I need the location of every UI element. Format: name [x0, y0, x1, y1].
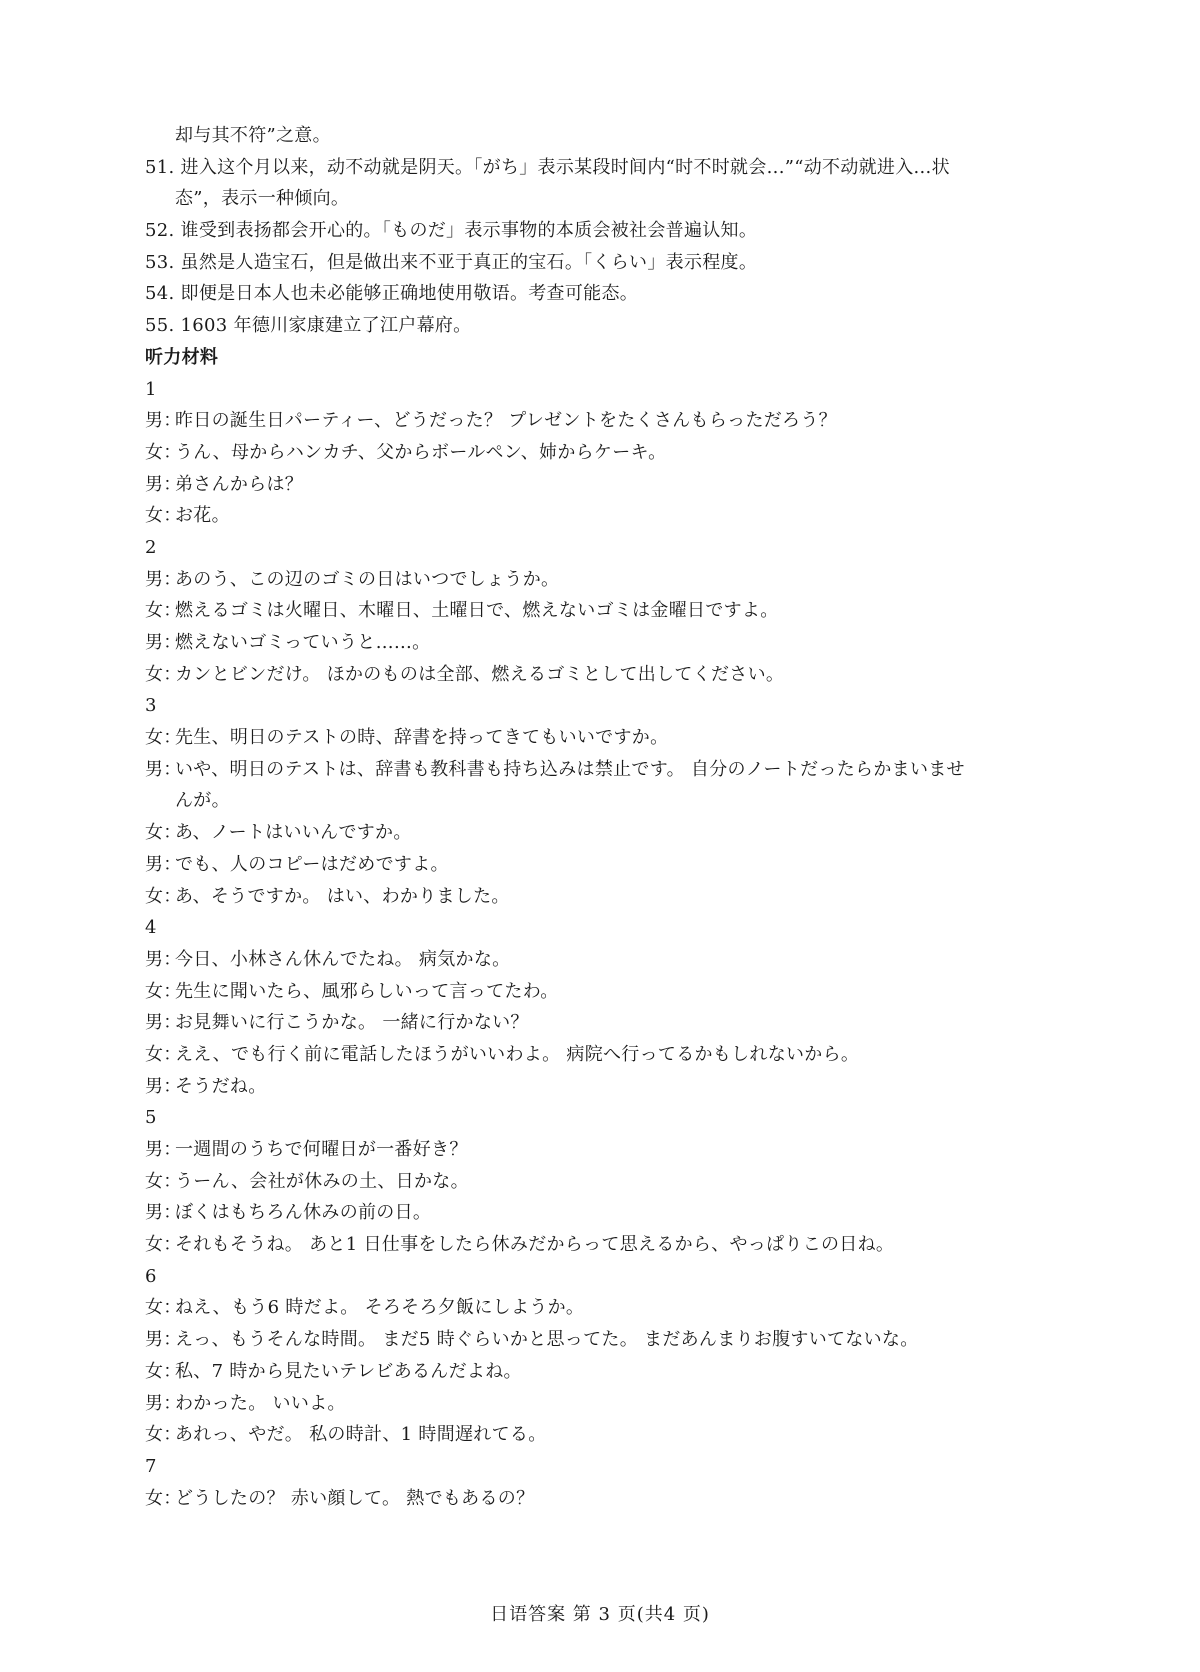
dialogue-number: 4 [145, 917, 157, 939]
dialogue-line [145, 1039, 1065, 1071]
section-title: 听力材料 [145, 346, 219, 368]
dialogue-line [145, 1197, 1065, 1229]
utterance: あ、ノートはいいんですか。 [175, 822, 412, 844]
speaker: 女： [145, 663, 182, 685]
utterance: 一週間のうちで何曜日が一番好き？ [175, 1139, 468, 1160]
dialogue-line [145, 1419, 1065, 1451]
speaker: 男： [145, 473, 182, 495]
speaker: 男： [145, 853, 182, 875]
dialogue-line [145, 754, 1065, 786]
utterance: えっ、もうそんな時間。 まだ5 時ぐらいかと思ってた。 まだあんまりお腹すいてないな。 [175, 1329, 919, 1351]
dialogue-number: 1 [145, 378, 157, 400]
dialogue-line [145, 1388, 1065, 1420]
speaker: 女： [145, 980, 182, 1002]
text-line: 却与其不符”之意。 [175, 125, 331, 146]
dialogue-line [145, 469, 1065, 501]
dialogue-line [145, 1071, 1065, 1103]
speaker: 女： [145, 1234, 182, 1256]
dialogue-line [145, 944, 1065, 976]
speaker: 女： [145, 822, 182, 844]
speaker: 女： [145, 1170, 182, 1192]
speaker: 女： [145, 1424, 182, 1446]
dialogue-number: 5 [145, 1107, 157, 1129]
dialogue-line [145, 817, 1065, 849]
utterance: いや、明日のテストは、辞書も教科書も持ち込みは禁止です。 自分のノートだったらかまいませ [175, 758, 965, 780]
speaker: 女： [145, 505, 182, 527]
utterance: ねえ、もう6 時だよ。 そろそろ夕飯にしようか。 [175, 1297, 585, 1319]
utterance: それもそうね。 あと1 日仕事をしたら休みだからって思えるから、やっぱりこの日ね。 [175, 1234, 895, 1256]
dialogue-number: 6 [145, 1265, 157, 1287]
utterance: 昨日の誕生日パーティー、どうだった？ プレゼントをたくさんもらっただろう？ [175, 410, 837, 432]
answer-53: 53. 虽然是人造宝石，但是做出来不亚于真正的宝石。「くらい」表示程度。 [145, 251, 758, 273]
utterance: お見舞いに行こうかな。 一緒に行かない？ [175, 1012, 529, 1034]
document-body [145, 120, 1065, 1620]
dialogue-line [145, 1292, 1065, 1324]
speaker: 男： [145, 1012, 182, 1034]
utterance-continuation: んが。 [175, 790, 230, 812]
speaker: 男： [145, 568, 182, 590]
answer-55: 55. 1603 年德川家康建立了江户幕府。 [145, 315, 472, 337]
speaker: 男： [145, 1329, 182, 1351]
utterance: カンとビンだけ。 ほかのものは全部、燃えるゴミとして出してください。 [175, 663, 785, 685]
speaker: 男： [145, 1139, 182, 1160]
dialogue-line [145, 881, 1065, 913]
utterance: どうしたの？ 赤い顔して。 熱でもあるの？ [175, 1487, 535, 1509]
dialogue-line [145, 849, 1065, 881]
utterance: 先生、明日のテストの時、辞書を持ってきてもいいですか。 [175, 727, 669, 749]
speaker: 男： [145, 1075, 182, 1097]
utterance: 弟さんからは？ [175, 473, 304, 495]
dialogue-line [145, 1483, 1065, 1515]
page-footer: 日语答案 第 3 页(共4 页) [490, 1604, 710, 1625]
speaker: 女： [145, 600, 182, 622]
answer-52: 52. 谁受到表扬都会开心的。「ものだ」表示事物的本质会被社会普遍认知。 [145, 220, 758, 242]
utterance: うーん、会社が休みの土、日かな。 [175, 1170, 469, 1192]
dialogue-line [145, 659, 1065, 691]
dialogue-line [145, 1166, 1065, 1198]
dialogue-line [145, 1134, 1065, 1166]
dialogue-line [145, 564, 1065, 596]
dialogue-line [145, 595, 1065, 627]
utterance: あのう、この辺のゴミの日はいつでしょうか。 [175, 568, 560, 590]
dialogue-number: 2 [145, 536, 157, 558]
answer-54: 54. 即便是日本人也未必能够正确地使用敬语。考查可能态。 [145, 283, 639, 305]
dialogue-line [145, 627, 1065, 659]
utterance: 燃えないゴミっていうと……。 [175, 632, 431, 653]
speaker: 女： [145, 1297, 182, 1319]
utterance: ぼくはもちろん休みの前の日。 [175, 1202, 432, 1224]
speaker: 男： [145, 1202, 182, 1224]
utterance: 私、7 時から見たいテレビあるんだよね。 [175, 1360, 522, 1382]
dialogue-line [145, 1356, 1065, 1388]
dialogue-number: 3 [145, 695, 157, 717]
dialogue-line [145, 1229, 1065, 1261]
speaker: 男： [145, 410, 182, 432]
dialogue-line [145, 1007, 1065, 1039]
utterance: うん、母からハンカチ、父からボールペン、姉からケーキ。 [175, 441, 667, 463]
speaker: 男： [145, 948, 182, 970]
speaker: 女： [145, 885, 182, 907]
utterance: 今日、小林さん休んでたね。 病気かな。 [175, 948, 511, 970]
utterance: 燃えるゴミは火曜日、木曜日、土曜日で、燃えないゴミは金曜日ですよ。 [175, 600, 779, 622]
utterance: ええ、でも行く前に電話したほうがいいわよ。 病院へ行ってるかもしれないから。 [175, 1043, 860, 1065]
dialogue-line [145, 437, 1065, 469]
speaker: 女： [145, 1487, 182, 1509]
dialogue-line [145, 1324, 1065, 1356]
dialogue-number: 7 [145, 1455, 157, 1477]
utterance: あれっ、やだ。 私の時計、1 時間遅れてる。 [175, 1424, 547, 1446]
speaker: 女： [145, 441, 182, 463]
speaker: 男： [145, 632, 182, 653]
utterance: 先生に聞いたら、風邪らしいって言ってたわ。 [175, 980, 559, 1002]
speaker: 男： [145, 1392, 182, 1414]
utterance: お花。 [175, 505, 230, 527]
utterance: でも、人のコピーはだめですよ。 [175, 853, 449, 875]
dialogue-line [145, 976, 1065, 1008]
speaker: 女： [145, 727, 182, 749]
speaker: 女： [145, 1043, 182, 1065]
utterance: わかった。 いいよ。 [175, 1392, 346, 1414]
dialogue-line [145, 500, 1065, 532]
utterance: そうだね。 [175, 1075, 267, 1097]
dialogue-line [145, 722, 1065, 754]
speaker: 男： [145, 758, 182, 780]
text-line: 态”，表示一种倾向。 [175, 188, 350, 210]
speaker: 女： [145, 1360, 182, 1382]
utterance: あ、そうですか。 はい、わかりました。 [175, 885, 510, 907]
dialogue-line [145, 405, 1065, 437]
answer-51: 51. 进入这个月以来，动不动就是阴天。「がち」表示某段时间内“时不时就会...”“动不动就进入...状 [145, 156, 950, 178]
